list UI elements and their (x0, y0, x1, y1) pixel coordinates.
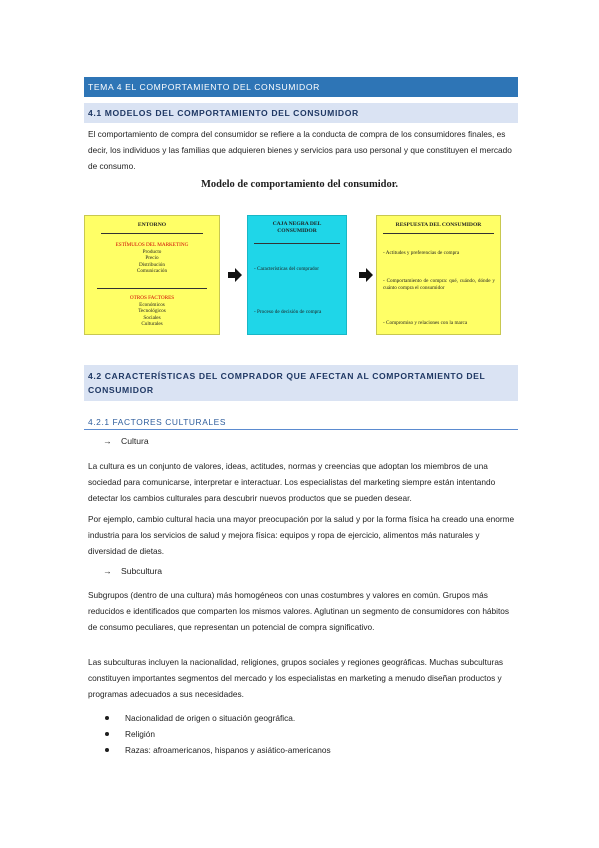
arrow-right-icon: → (103, 566, 112, 576)
flow-arrow-icon (228, 268, 242, 282)
respuesta-box (376, 215, 501, 335)
divider (383, 233, 494, 234)
subsection-421-heading: 4.2.1 FACTORES CULTURALES (84, 417, 518, 430)
respuesta-item: - Actitudes y preferencias de compra (383, 250, 460, 256)
list-item-text: Nacionalidad de origen o situación geográfica. (125, 713, 296, 723)
cultura-item (103, 436, 149, 446)
diagram-title: Modelo de comportamiento del consumidor. (200, 179, 399, 190)
intro-paragraph: El comportamiento de compra del consumidor se refiere a la conducta de compra de los consumidores finales, es decir, los individuos y las familias que adquieren bienes y servicios para uso personal y que constituyen el mercado de consumo. (88, 129, 512, 171)
respuesta-heading: RESPUESTA DEL CONSUMIDOR (395, 222, 482, 228)
stimuli-item: Precio (145, 255, 159, 262)
list-item (103, 710, 331, 726)
caja-negra-heading-1: CAJA NEGRA DEL (272, 221, 322, 227)
others-item: Tecnológicos (138, 308, 166, 315)
others-heading: OTROS FACTORES (129, 295, 175, 301)
others-item: Sociales (143, 314, 161, 321)
others-item: Culturales (141, 321, 163, 328)
divider (254, 243, 340, 244)
bullet-icon (105, 716, 109, 720)
section-42-heading-line1: 4.2 CARACTERÍSTICAS DEL COMPRADOR QUE AFECTAN AL COMPORTAMIENTO DEL (88, 371, 486, 381)
entorno-box (84, 215, 220, 335)
stimuli-heading: ESTÍMULOS DEL MARKETING (115, 242, 189, 248)
section-41-heading: 4.1 MODELOS DEL COMPORTAMIENTO DEL CONSUMIDOR (84, 103, 518, 123)
arrow-right-icon: → (103, 436, 112, 446)
respuesta-item: - Comportamiento de compra: qué, cuándo, dónde y cuánto compra el consumidor (383, 278, 495, 291)
stimuli-item: Comunicación (136, 268, 168, 275)
list-item (103, 726, 331, 742)
section-42-heading-line2: CONSUMIDOR (88, 385, 154, 395)
entorno-heading: ENTORNO (137, 222, 167, 228)
list-item-text: Razas: afroamericanos, hispanos y asiático-americanos (125, 745, 331, 755)
caja-negra-item: - Características del comprador (254, 266, 319, 272)
list-item (103, 742, 331, 758)
stimuli-item: Distribución (139, 261, 165, 268)
flow-arrow-icon (359, 268, 373, 282)
cultura-paragraph-2: Por ejemplo, cambio cultural hacia una mayor preocupación por la salud y por la forma física ha creado una enorme industria para los servicios de salud y mejora física: equipos y ropa de ejercicio, alimentos más naturales y diversidad de dietas. (88, 514, 515, 556)
subcultura-bullet-list (103, 710, 331, 758)
stimuli-item: Producto (142, 248, 162, 255)
list-item-text: Religión (125, 729, 155, 739)
divider (101, 233, 203, 234)
respuesta-item: - Compromiso y relaciones con la marca (383, 320, 468, 326)
divider (97, 288, 207, 289)
cultura-paragraph-1: La cultura es un conjunto de valores, ideas, actitudes, normas y creencias que adoptan los miembros de una sociedad para comunicarse, interpretar e interactuar. Los especialistas del marketing siempre están intentando detectar los cambios culturales para descubrir nuevos productos que se pueden desear. (88, 461, 496, 503)
caja-negra-item: - Proceso de decisión de compra (254, 309, 322, 315)
caja-negra-heading-2: CONSUMIDOR (277, 228, 317, 234)
section-42-heading (84, 365, 518, 401)
bullet-icon (105, 732, 109, 736)
cultura-label: Cultura (121, 436, 149, 446)
bullet-icon (105, 748, 109, 752)
tema-title: TEMA 4 EL COMPORTAMIENTO DEL CONSUMIDOR (84, 77, 518, 97)
caja-negra-box (247, 215, 347, 335)
subcultura-label: Subcultura (121, 566, 163, 576)
subcultura-paragraph-1: Subgrupos (dentro de una cultura) más homogéneos con unas costumbres y valores en común. Grupos más reducidos e identificados que comparten los mismos valores. Aglutinan un segmento de consumidores con hábitos de consumo peculiares, que representan un potencial de compra significativo. (88, 590, 510, 632)
subcultura-paragraph-2: Las subculturas incluyen la nacionalidad, religiones, grupos sociales y regiones geográficas. Muchas subculturas constituyen importantes segmentos del mercado y los especialistas en marketing a menudo diseñan productos y programas adecuados a sus necesidades. (88, 657, 504, 699)
subcultura-item (103, 566, 162, 576)
others-item: Económicos (139, 301, 165, 308)
